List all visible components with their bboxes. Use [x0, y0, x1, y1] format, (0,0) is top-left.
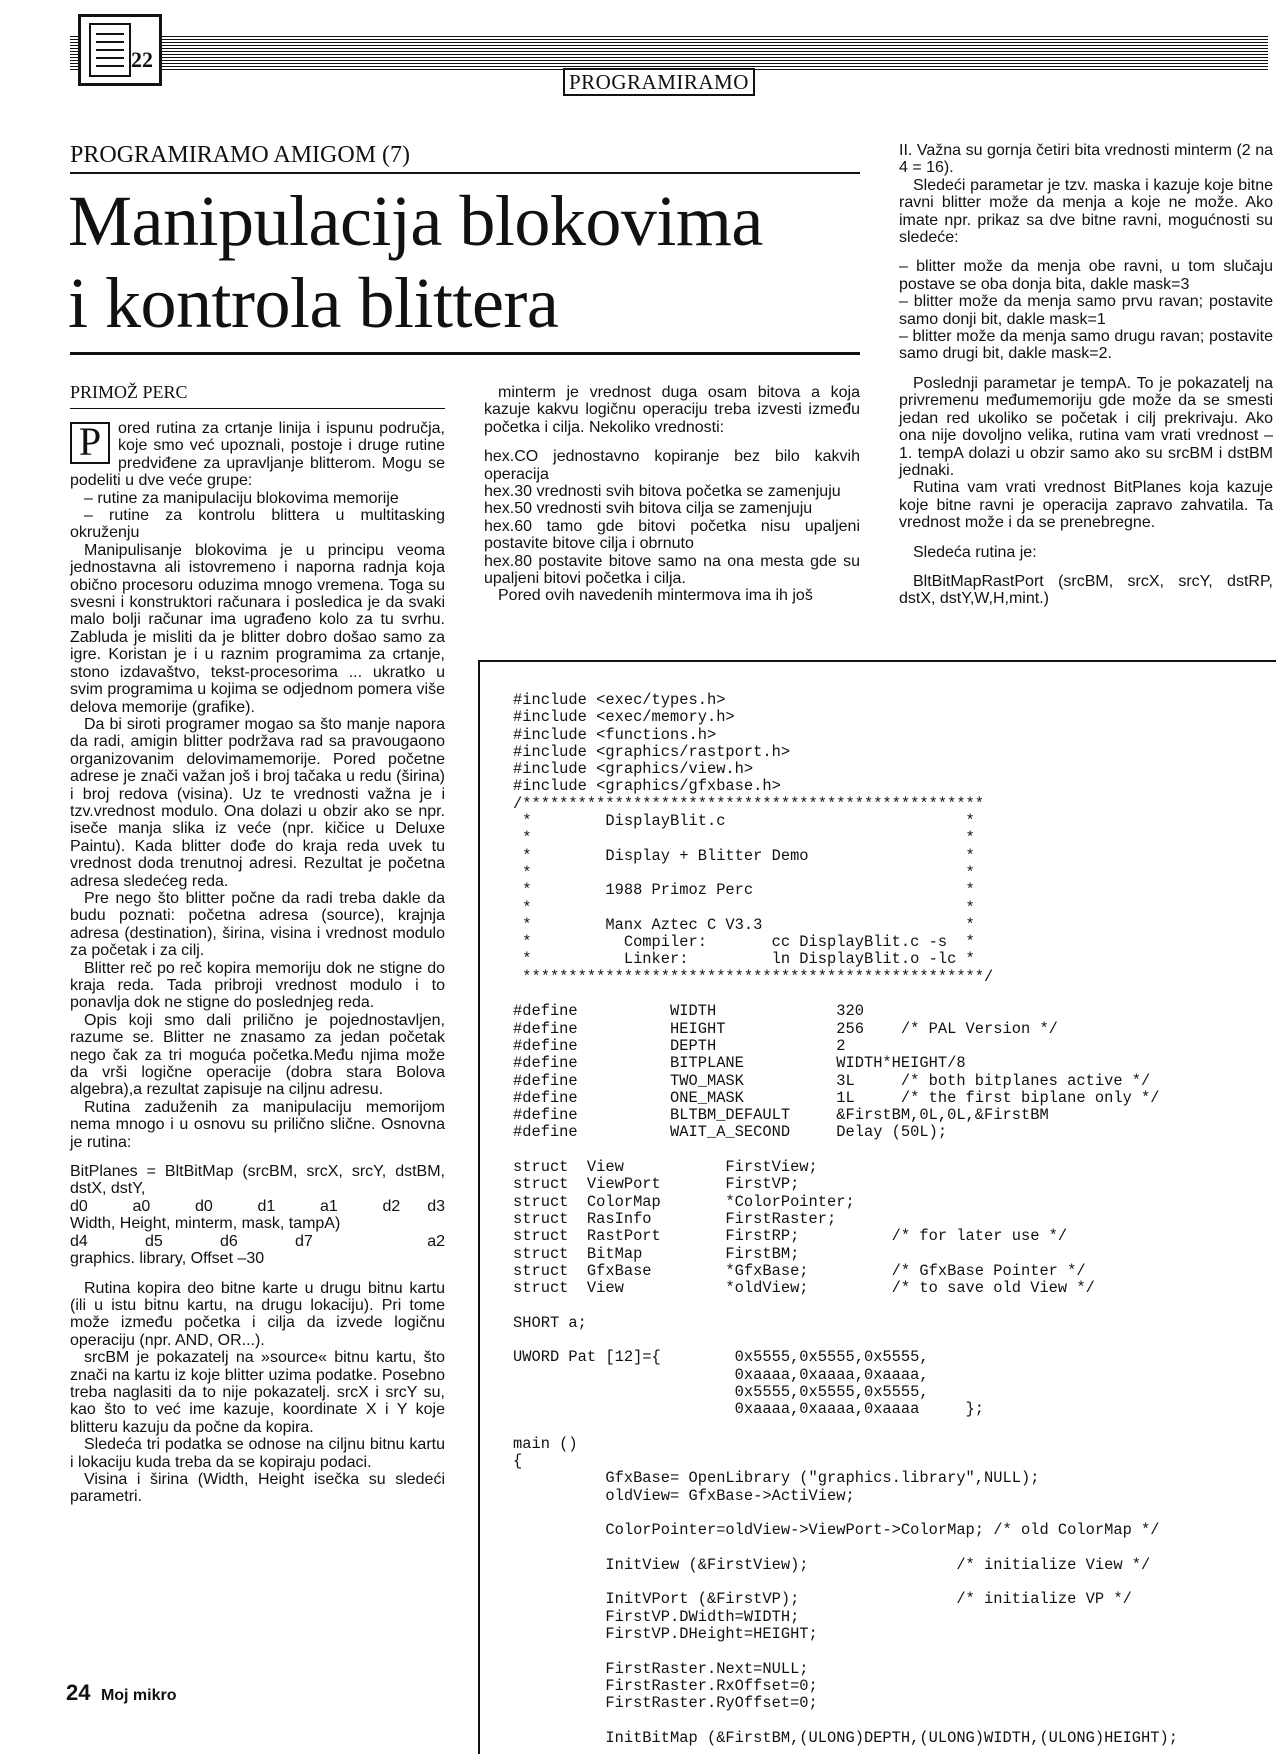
logo-mark: 22: [131, 47, 153, 72]
magazine-name: Moj mikro: [100, 1687, 177, 1704]
code-line: * DisplayBlit.c *: [513, 812, 975, 831]
code-line: * 1988 Primoz Perc *: [513, 881, 975, 900]
code-line: 0x5555,0x5555,0x5555,: [513, 1382, 929, 1401]
code-line: #define WIDTH 320: [513, 1002, 864, 1021]
article-kicker: PROGRAMIRAMO AMIGOM (7): [70, 140, 860, 174]
code-line: InitVPort (&FirstVP); /* initialize VP */: [513, 1590, 1132, 1609]
register: a2: [427, 1232, 445, 1250]
paragraph: [70, 420, 445, 490]
text-column-1: [70, 420, 445, 1506]
function-call: BitPlanes = BltBitMap (srcBM, srcX, srcY, dstBM, dstX, dstY,: [70, 1163, 445, 1198]
paragraph: II. Važna su gornja četiri bita vrednosti minterm (2 na 4 = 16).: [899, 142, 1273, 177]
code-line: struct ColorMap *ColorPointer;: [513, 1192, 855, 1211]
paragraph: Blitter reč po reč kopira memoriju dok ne stigne do kraja reda. Tada pribroji vrednost modulo i to ponavlja dok ne stigne do poslednjeg reda.: [70, 959, 445, 1012]
code-line: [513, 1297, 1273, 1314]
code-line: main (): [513, 1434, 578, 1453]
code-line: oldView= GfxBase->ActiView;: [513, 1486, 855, 1505]
paragraph: Visina i širina (Width, Height isečka su sledeći parametri.: [70, 1470, 445, 1506]
mask-option: – blitter može da menja samo drugu ravan; postavite samo drugi bit, dakle mask=2.: [899, 328, 1273, 363]
minterm-value: hex.CO jednostavno kopiranje bez bilo kakvih operacija: [484, 448, 860, 483]
code-line: 0xaaaa,0xaaaa,0xaaaa,: [513, 1365, 929, 1384]
section-tag: PROGRAMIRAMO: [563, 68, 755, 96]
register: d2: [382, 1197, 401, 1215]
code-line: struct BitMap FirstBM;: [513, 1244, 800, 1263]
code-line: [513, 1142, 1273, 1159]
code-line: struct RasInfo FirstRaster;: [513, 1209, 837, 1228]
function-call: graphics. library, Offset –30: [70, 1250, 265, 1268]
paragraph: minterm je vrednost duga osam bitova a koja kazuje kakvu logičnu operaciju treba izvesti između početka i cilja. Nekoliko vrednosti:: [484, 384, 860, 436]
code-line: #include <graphics/view.h>: [513, 760, 754, 779]
code-line: #define BLTBM_DEFAULT &FirstBM,0L,0L,&FirstBM: [513, 1106, 1049, 1125]
minterm-value: hex.30 vrednosti svih bitova početka se zamenjuju: [484, 483, 841, 501]
paragraph: Opis koji smo dali prilično je pojednostavljen, razume se. Blitter ne znasamo za jedan početak nego čak za tri moguća početka.Među njima može da vrši logične operacije (dobra stara Bolova algebra),a rezultat zapisuje na ciljnu adresu.: [70, 1011, 445, 1099]
paragraph: – rutine za manipulaciju blokovima memorije: [84, 489, 399, 507]
function-call: Width, Height, minterm, mask, tampA): [70, 1215, 341, 1233]
register: d4: [70, 1232, 88, 1250]
paragraph: Rutina zaduženih za manipulaciju memorijom nema mnogo i u osnovu su prilično slične. Osnovna je rutina:: [70, 1098, 445, 1151]
minterm-value: hex.50 vrednosti svih bitova cilja se zamenjuju: [484, 500, 813, 518]
register: d3: [427, 1197, 445, 1215]
code-line: struct RastPort FirstRP; /* for later use */: [513, 1227, 1068, 1246]
code-line: * *: [513, 863, 975, 882]
code-line: [513, 1643, 1273, 1660]
minterm-value: hex.80 postavite bitove samo na ona mesta gde su upaljeni bitovi početka i cilja.: [484, 552, 860, 588]
mask-option: – blitter može da menja obe ravni, u tom slučaju postave se oba donja bita, dakle mask=3: [899, 258, 1273, 293]
paragraph: Sledeća tri podatka se odnose na ciljnu bitnu kartu i lokaciju kuda treba da se kopiraju podaci.: [70, 1436, 445, 1471]
drop-cap: P: [70, 422, 110, 464]
code-line: 0xaaaa,0xaaaa,0xaaaa };: [513, 1400, 985, 1419]
paragraph: – rutine za kontrolu blittera u multitasking okruženju: [70, 507, 445, 542]
section-logo: [78, 14, 162, 86]
paragraph: Sledeća rutina je:: [913, 543, 1037, 561]
title-rule: [70, 352, 860, 355]
code-line: [513, 1713, 1273, 1730]
code-line: struct View *oldView; /* to save old View */: [513, 1279, 1095, 1298]
code-line: struct GfxBase *GfxBase; /* GfxBase Pointer */: [513, 1261, 1086, 1280]
code-line: {: [513, 1452, 523, 1471]
code-line: [513, 1540, 1273, 1557]
code-line: [513, 1505, 1273, 1522]
code-line: * *: [513, 898, 975, 917]
paragraph: Sledeći parametar je tzv. maska i kazuje koje bitne ravni blitter može da menja a koje ne može. Ako imate npr. prikaz sa dve bitne ravni, mogućnosti su sledeće:: [899, 176, 1273, 247]
code-line: #include <exec/memory.h>: [513, 708, 735, 727]
register: d0: [195, 1197, 213, 1215]
header-rule-band: [70, 36, 1268, 70]
code-line: #include <functions.h>: [513, 725, 717, 744]
paragraph-text: ored rutina za crtanje linija i ispunu područja, koje smo već upoznali, postoje i druge rutine predviđene za upravljanje blitterom. Mogu se podeliti u dve veće grupe:: [70, 420, 445, 490]
code-line: #include <graphics/gfxbase.h>: [513, 777, 781, 796]
code-line: [513, 1574, 1273, 1591]
article-title: [68, 180, 868, 344]
function-signature: BltBitMapRastPort (srcBM, srcX, srcY, dstRP, dstX, dstY,W,H,mint.): [899, 572, 1273, 608]
code-line: #define WAIT_A_SECOND Delay (50L);: [513, 1123, 948, 1142]
paragraph: Pored ovih navedenih mintermova ima ih još: [498, 587, 813, 605]
text-column-3: [899, 142, 1273, 608]
article-author: PRIMOŽ PERC: [70, 380, 445, 409]
code-line: ColorPointer=oldView->ViewPort->ColorMap; /* old ColorMap */: [513, 1521, 1160, 1540]
document-icon: [89, 23, 131, 77]
code-line: [513, 1418, 1273, 1435]
paragraph: srcBM je pokazatelj na »source« bitnu kartu, što znači na kartu iz koje blitter uzima podatke. Posebno treba naglasiti da to nije pokazatelj. srcX i srcY su, kao što to već ime kazuje, koordinate X i Y koje blitteru kazuju da počne da kopira.: [70, 1349, 445, 1436]
code-line: /**************************************************: [513, 794, 985, 813]
code-line: struct ViewPort FirstVP;: [513, 1175, 800, 1194]
register-row-a: [70, 1198, 445, 1215]
paragraph: Manipulisanje blokovima je u principu veoma jednostavna ali istovremeno i naporna radnja koja obično procesoru oduzima mnogo vremena. Toga su svesni i konstruktori računara i posledica je da svaki malo bolji računar ima ugrađeno kolo za tu svrhu. Zabluda je misliti da je blitter dobro došao samo za igre. Koristan je i u raznim programima za crtanje, stono izdavaštvo, tekst-procesorima ... ukratko u svim programima u kojima se odjednom pomera više delova memorije (grafike).: [70, 541, 445, 716]
code-line: * Manx Aztec C V3.3 *: [513, 915, 975, 934]
paragraph: Rutina kopira deo bitne karte u drugu bitnu kartu (ili u istu bitnu kartu, na drugu lokaciju). Pri tome može između početka i cilja da izvede logičnu operaciju (npr. AND, OR...).: [70, 1279, 445, 1349]
paragraph: Poslednji parametar je tempA. To je pokazatelj na privremenu međumemoriju gde može da se smesti jedan red ukoliko se početak i cilj prekrivaju. Ako ona nije dovoljno velika, rutina vam vrati vrednost – 1. tempA dolazi u obzir samo ako su srcBM i dstBM jednaki.: [899, 374, 1273, 479]
code-line: * Display + Blitter Demo *: [513, 846, 975, 865]
register: d6: [220, 1232, 238, 1250]
code-line: GfxBase= OpenLibrary ("graphics.library",NULL);: [513, 1469, 1040, 1488]
code-line: * Compiler: cc DisplayBlit.c -s *: [513, 933, 975, 952]
page-footer: [66, 1680, 177, 1706]
code-line: #define DEPTH 2: [513, 1036, 846, 1055]
code-line: #define BITPLANE WIDTH*HEIGHT/8: [513, 1054, 966, 1073]
code-line: FirstVP.DHeight=HEIGHT;: [513, 1625, 818, 1644]
code-line: FirstVP.DWidth=WIDTH;: [513, 1607, 800, 1626]
register: d0: [70, 1197, 88, 1215]
code-line: InitBitMap (&FirstBM,(ULONG)DEPTH,(ULONG)WIDTH,(ULONG)HEIGHT);: [513, 1728, 1178, 1747]
paragraph: Rutina vam vrati vrednost BitPlanes koja kazuje koje bitne ravni je operacija zapravo zahvatila. Ta vrednost može i da se prenebregne.: [899, 479, 1273, 532]
code-line: * *: [513, 829, 975, 848]
code-line: [513, 1332, 1273, 1349]
paragraph: Da bi siroti programer mogao sa što manje napora da radi, amigin blitter podržava rad sa pravougaono organizovanim delovimamemorije. Pored početne adrese je znači važan još i broj tačaka u redu (širina) i broj redova (visina). Uz te vrednosti važna je i tzv.vrednost modulo. Ona dolazi u obzir ako se npr. iseče manja slika iz veće (npr. kičice u Deluxe Paintu). Kada blitter dođe do kraja reda uvek tu vrednost doda trenutnoj adresi. Rezultat je početna adresa sledećeg reda.: [70, 715, 445, 890]
register: d5: [145, 1232, 163, 1250]
code-line: UWORD Pat [12]={ 0x5555,0x5555,0x5555,: [513, 1348, 929, 1367]
code-line: [513, 986, 1273, 1003]
register: d1: [257, 1197, 276, 1215]
code-line: FirstRaster.RxOffset=0;: [513, 1676, 818, 1695]
minterm-value: hex.60 tamo gde bitovi početka nisu upaljeni postavite bitove cilja i obrnuto: [484, 517, 860, 553]
code-listing: [513, 692, 1273, 1747]
code-line: #include <exec/types.h>: [513, 691, 726, 709]
code-line: #define TWO_MASK 3L /* both bitplanes active */: [513, 1071, 1151, 1090]
code-line: InitView (&FirstView); /* initialize View */: [513, 1555, 1151, 1574]
code-line: **************************************************/: [513, 967, 994, 986]
title-line-1: Manipulacija blokovima: [68, 181, 763, 261]
page-number: 24: [66, 1680, 91, 1705]
code-line: #define HEIGHT 256 /* PAL Version */: [513, 1019, 1058, 1038]
register: d7: [295, 1232, 313, 1250]
code-line: FirstRaster.RyOffset=0;: [513, 1694, 818, 1713]
code-line: struct View FirstView;: [513, 1158, 818, 1177]
code-line: #include <graphics/rastport.h>: [513, 742, 791, 761]
mask-option: – blitter može da menja samo prvu ravan; postavite samo donji bit, dakle mask=1: [899, 293, 1273, 328]
code-line: FirstRaster.Next=NULL;: [513, 1659, 809, 1678]
code-line: SHORT a;: [513, 1313, 587, 1332]
register: a0: [132, 1197, 151, 1215]
register: a1: [320, 1197, 338, 1215]
code-line: * Linker: ln DisplayBlit.o -lc *: [513, 950, 975, 969]
code-line: #define ONE_MASK 1L /* the first biplane only */: [513, 1088, 1160, 1107]
title-line-2: i kontrola blittera: [68, 263, 559, 343]
paragraph: Pre nego što blitter počne da radi treba dakle da budu poznati: početna adresa (source), krajnja adresa (destination), širina, visina i vrednost modulo za početak i za cilj.: [70, 889, 445, 960]
text-column-2: [484, 384, 860, 605]
register-row-b: [70, 1233, 445, 1250]
